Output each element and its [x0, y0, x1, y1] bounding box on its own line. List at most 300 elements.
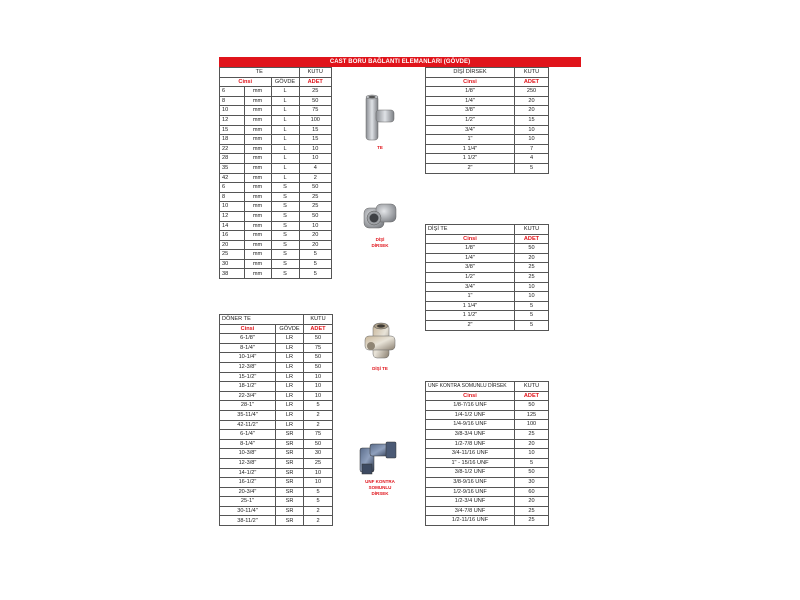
table-row	[220, 87, 332, 97]
te-col-adet: ADET	[299, 77, 332, 87]
table-cell: S	[271, 250, 299, 260]
table-cell: 42-11/2"	[220, 420, 276, 430]
table-cell: mm	[244, 202, 271, 212]
table-cell: 2"	[426, 320, 515, 330]
table-row	[220, 231, 332, 241]
table-cell: 16-1/2"	[220, 478, 276, 488]
table-cell: 10	[515, 292, 549, 302]
table-cell: L	[271, 144, 299, 154]
table-cell: 8-1/4"	[220, 343, 276, 353]
table-cell: 5	[515, 458, 549, 468]
table-cell: 28	[220, 154, 245, 164]
table-cell: S	[271, 240, 299, 250]
table-row	[220, 135, 332, 145]
table-cell: 50	[299, 96, 332, 106]
table-cell: S	[271, 192, 299, 202]
table-row	[220, 458, 333, 468]
table-cell: 25	[515, 272, 549, 282]
table-cell: 25-1"	[220, 497, 276, 507]
disi-te-col-adet: ADET	[515, 234, 549, 244]
table-row	[426, 125, 549, 135]
table-row	[426, 282, 549, 292]
table-cell: 75	[304, 343, 333, 353]
table-cell: S	[271, 183, 299, 193]
table-cell: 15-1/2"	[220, 372, 276, 382]
table-row	[426, 163, 549, 173]
table-row	[426, 516, 549, 526]
table-cell: 25	[299, 202, 332, 212]
table-cell: 10	[304, 391, 333, 401]
table-cell: 5	[515, 301, 549, 311]
unf-caption-2: SOMUNLU	[368, 485, 392, 490]
table-row	[220, 497, 333, 507]
table-cell: 1/2-9/16 UNF	[426, 487, 515, 497]
table-cell: 10	[515, 282, 549, 292]
table-cell: 10	[299, 154, 332, 164]
disi-dirsek-caption-2: DİRSEK	[371, 243, 389, 248]
table-cell: 100	[515, 420, 549, 430]
table-row	[220, 125, 332, 135]
doner-te-col-cinsi: Cinsi	[220, 324, 276, 334]
table-row	[426, 429, 549, 439]
table-cell: 50	[304, 353, 333, 363]
table-cell: 16	[220, 231, 245, 241]
table-cell: L	[271, 163, 299, 173]
table-cell: 20	[515, 106, 549, 116]
table-row	[426, 468, 549, 478]
table-row	[220, 506, 333, 516]
table-cell: S	[271, 269, 299, 279]
table-row	[220, 192, 332, 202]
table-cell: 3/4-7/8 UNF	[426, 506, 515, 516]
unf-col-adet: ADET	[515, 391, 549, 401]
table-cell: 1/2-7/8 UNF	[426, 439, 515, 449]
disi-dirsek-caption-1: DİŞİ	[375, 237, 385, 242]
table-cell: 75	[304, 430, 333, 440]
table-cell: 1/2-3/4 UNF	[426, 497, 515, 507]
female-tee-icon	[363, 320, 399, 362]
table-cell: 20	[515, 96, 549, 106]
table-cell: L	[271, 154, 299, 164]
table-cell: 2	[304, 516, 333, 526]
table-cell: 12	[220, 115, 245, 125]
table-row	[426, 135, 549, 145]
table-cell: 25	[299, 192, 332, 202]
table-cell: mm	[244, 211, 271, 221]
table-cell: 1 1/2"	[426, 154, 515, 164]
table-cell: 2"	[426, 163, 515, 173]
table-cell: L	[271, 87, 299, 97]
table-cell: mm	[244, 125, 271, 135]
disi-te-kutu: KUTU	[515, 225, 549, 235]
table-cell: L	[271, 115, 299, 125]
table-cell: mm	[244, 96, 271, 106]
table-cell: 4	[515, 154, 549, 164]
table-row	[426, 449, 549, 459]
table-cell: 5	[299, 269, 332, 279]
table-cell: LR	[276, 372, 304, 382]
table-cell: LR	[276, 353, 304, 363]
table-cell: 14	[220, 221, 245, 231]
table-cell: mm	[244, 259, 271, 269]
table-cell: SR	[276, 497, 304, 507]
table-cell: 1/8"	[426, 244, 515, 254]
table-cell: 50	[299, 211, 332, 221]
table-cell: LR	[276, 343, 304, 353]
table-cell: 10	[515, 135, 549, 145]
table-cell: 15	[299, 135, 332, 145]
table-cell: mm	[244, 240, 271, 250]
table-cell: 50	[304, 334, 333, 344]
table-row	[426, 506, 549, 516]
table-row	[220, 410, 333, 420]
table-cell: mm	[244, 221, 271, 231]
table-cell: 25	[299, 87, 332, 97]
table-cell: L	[271, 173, 299, 183]
table-row	[426, 420, 549, 430]
table-row	[426, 301, 549, 311]
table-cell: 1/4-1/2 UNF	[426, 410, 515, 420]
table-cell: 5	[515, 163, 549, 173]
table-cell: 50	[299, 183, 332, 193]
table-row	[220, 96, 332, 106]
table-row	[220, 420, 333, 430]
table-row	[220, 259, 332, 269]
disi-te-caption: DİŞİ TE	[372, 366, 388, 371]
table-cell: S	[271, 211, 299, 221]
doner-te-title: DÖNER TE	[220, 315, 304, 325]
table-cell: 22	[220, 144, 245, 154]
unf-caption-3: DİRSEK	[371, 491, 389, 496]
unf-title: UNF KONTRA SOMUNLU DİRSEK	[426, 382, 515, 392]
table-row	[220, 211, 332, 221]
table-row	[220, 334, 333, 344]
table-cell: mm	[244, 183, 271, 193]
te-table-kutu: KUTU	[299, 68, 332, 78]
table-cell: mm	[244, 231, 271, 241]
table-cell: 5	[515, 311, 549, 321]
table-cell: 3/4-11/16 UNF	[426, 449, 515, 459]
table-cell: 75	[299, 106, 332, 116]
table-cell: 15	[299, 125, 332, 135]
table-cell: 1/4"	[426, 253, 515, 263]
unf-caption-1: UNF KONTRA	[365, 479, 395, 484]
table-row	[220, 391, 333, 401]
table-cell: 15	[220, 125, 245, 135]
table-cell: 1 1/4"	[426, 301, 515, 311]
table-cell: 6-1/4"	[220, 430, 276, 440]
table-row	[426, 253, 549, 263]
unf-elbow-icon	[356, 438, 400, 478]
table-row	[220, 468, 333, 478]
table-cell: SR	[276, 439, 304, 449]
disi-te-col-cinsi: Cinsi	[426, 234, 515, 244]
table-cell: 1/2"	[426, 272, 515, 282]
table-cell: SR	[276, 487, 304, 497]
table-cell: 25	[515, 516, 549, 526]
table-row	[220, 163, 332, 173]
table-cell: 20	[515, 497, 549, 507]
table-row	[220, 343, 333, 353]
table-cell: 1"	[426, 292, 515, 302]
table-cell: 22-3/4"	[220, 391, 276, 401]
table-cell: SR	[276, 516, 304, 526]
table-row	[220, 183, 332, 193]
table-cell: mm	[244, 173, 271, 183]
te-col-cinsi: Cinsi	[220, 77, 272, 87]
table-row	[426, 401, 549, 411]
table-cell: 50	[515, 401, 549, 411]
table-row	[426, 477, 549, 487]
table-cell: 5	[304, 497, 333, 507]
table-row	[220, 372, 333, 382]
table-cell: 3/8"	[426, 263, 515, 273]
table-row	[426, 311, 549, 321]
table-cell: SR	[276, 468, 304, 478]
table-cell: 5	[299, 250, 332, 260]
te-caption: TE	[377, 145, 383, 150]
table-cell: 1 1/2"	[426, 311, 515, 321]
te-col-govde: GÖVDE	[271, 77, 299, 87]
table-cell: S	[271, 202, 299, 212]
table-cell: 4	[299, 163, 332, 173]
table-cell: 10	[515, 449, 549, 459]
doner-te-col-govde: GÖVDE	[276, 324, 304, 334]
table-cell: L	[271, 125, 299, 135]
table-cell: 6-1/8"	[220, 334, 276, 344]
table-cell: 20-3/4"	[220, 487, 276, 497]
table-cell: 42	[220, 173, 245, 183]
table-cell: mm	[244, 144, 271, 154]
table-cell: SR	[276, 449, 304, 459]
table-cell: 1/4-9/16 UNF	[426, 420, 515, 430]
table-cell: 3/8-1/2 UNF	[426, 468, 515, 478]
table-row	[220, 401, 333, 411]
table-cell: mm	[244, 135, 271, 145]
table-cell: mm	[244, 192, 271, 202]
table-cell: 20	[299, 231, 332, 241]
table-cell: 3/8"	[426, 106, 515, 116]
table-cell: 30-11/4"	[220, 506, 276, 516]
table-row	[220, 430, 333, 440]
table-cell: 3/8-3/4 UNF	[426, 429, 515, 439]
table-cell: mm	[244, 154, 271, 164]
table-cell: 6	[220, 87, 245, 97]
table-cell: 18-1/2"	[220, 382, 276, 392]
table-cell: 1/8-7/16 UNF	[426, 401, 515, 411]
doner-te-col-adet: ADET	[304, 324, 333, 334]
table-cell: 12	[220, 211, 245, 221]
table-cell: 15	[515, 115, 549, 125]
table-cell: 20	[515, 253, 549, 263]
table-cell: mm	[244, 115, 271, 125]
table-row	[426, 244, 549, 254]
table-row	[220, 106, 332, 116]
table-cell: 14-1/2"	[220, 468, 276, 478]
table-cell: 10	[299, 221, 332, 231]
table-cell: 38-11/2"	[220, 516, 276, 526]
disi-dirsek-col-adet: ADET	[515, 77, 549, 87]
table-cell: 3/4"	[426, 282, 515, 292]
table-cell: 10	[220, 202, 245, 212]
doner-te-kutu: KUTU	[304, 315, 333, 325]
table-row	[426, 320, 549, 330]
table-row	[220, 202, 332, 212]
table-row	[220, 250, 332, 260]
table-row	[220, 353, 333, 363]
table-cell: 25	[304, 458, 333, 468]
table-cell: 125	[515, 410, 549, 420]
table-cell: 10	[304, 372, 333, 382]
table-cell: 5	[515, 320, 549, 330]
table-cell: 5	[304, 487, 333, 497]
table-row	[220, 478, 333, 488]
table-cell: 50	[304, 439, 333, 449]
table-cell: 1"	[426, 135, 515, 145]
table-row	[426, 410, 549, 420]
table-cell: LR	[276, 420, 304, 430]
table-cell: 1 1/4"	[426, 144, 515, 154]
table-cell: 30	[515, 477, 549, 487]
table-cell: 2	[304, 410, 333, 420]
table-cell: 1" - 15/16 UNF	[426, 458, 515, 468]
catalog-banner: CAST BORU BAĞLANTI ELEMANLARI (GÖVDE)	[219, 57, 581, 67]
table-cell: 6	[220, 183, 245, 193]
disi-dirsek-title: DİŞİ DİRSEK	[426, 68, 515, 78]
table-row	[426, 272, 549, 282]
table-cell: 1/4"	[426, 96, 515, 106]
table-row	[426, 96, 549, 106]
table-cell: mm	[244, 163, 271, 173]
doner-te-table	[219, 314, 333, 526]
table-row	[426, 439, 549, 449]
table-row	[426, 154, 549, 164]
table-cell: 1/8"	[426, 87, 515, 97]
table-cell: 10	[304, 468, 333, 478]
table-cell: 50	[515, 468, 549, 478]
table-cell: S	[271, 231, 299, 241]
table-cell: 10-1/4"	[220, 353, 276, 363]
table-cell: 25	[515, 429, 549, 439]
table-cell: 10	[515, 125, 549, 135]
unf-kontra-table	[425, 381, 549, 526]
disi-te-title: DİŞİ TE	[426, 225, 515, 235]
table-row	[220, 144, 332, 154]
table-row	[426, 487, 549, 497]
table-cell: 250	[515, 87, 549, 97]
unf-kutu: KUTU	[515, 382, 549, 392]
table-cell: 30	[220, 259, 245, 269]
table-cell: L	[271, 96, 299, 106]
table-cell: 50	[515, 244, 549, 254]
elbow-fitting-icon	[360, 200, 400, 234]
table-row	[220, 382, 333, 392]
table-cell: mm	[244, 269, 271, 279]
table-cell: LR	[276, 391, 304, 401]
table-cell: 25	[515, 263, 549, 273]
table-row	[220, 269, 332, 279]
table-cell: 25	[515, 506, 549, 516]
table-cell: LR	[276, 334, 304, 344]
table-row	[220, 221, 332, 231]
table-cell: L	[271, 106, 299, 116]
table-row	[220, 115, 332, 125]
table-row	[220, 487, 333, 497]
table-cell: 3/4"	[426, 125, 515, 135]
table-row	[426, 458, 549, 468]
te-fitting-icon	[360, 94, 398, 144]
table-row	[220, 362, 333, 372]
table-row	[426, 263, 549, 273]
table-cell: 20	[220, 240, 245, 250]
table-cell: mm	[244, 250, 271, 260]
table-cell: 2	[304, 420, 333, 430]
disi-dirsek-table	[425, 67, 549, 174]
table-cell: 12-3/8"	[220, 362, 276, 372]
table-row	[220, 173, 332, 183]
table-cell: 20	[299, 240, 332, 250]
table-cell: 12-3/8"	[220, 458, 276, 468]
table-cell: LR	[276, 410, 304, 420]
unf-col-cinsi: Cinsi	[426, 391, 515, 401]
table-row	[426, 106, 549, 116]
table-cell: 10	[304, 478, 333, 488]
table-row	[220, 439, 333, 449]
table-row	[426, 144, 549, 154]
table-cell: SR	[276, 506, 304, 516]
table-cell: 20	[515, 439, 549, 449]
disi-dirsek-col-cinsi: Cinsi	[426, 77, 515, 87]
table-row	[220, 449, 333, 459]
table-cell: 1/2"	[426, 115, 515, 125]
table-cell: LR	[276, 382, 304, 392]
table-cell: SR	[276, 478, 304, 488]
disi-dirsek-kutu: KUTU	[515, 68, 549, 78]
table-row	[426, 497, 549, 507]
table-cell: 28-1"	[220, 401, 276, 411]
table-cell: 2	[299, 173, 332, 183]
table-cell: 1/2-11/16 UNF	[426, 516, 515, 526]
table-cell: 35	[220, 163, 245, 173]
table-cell: L	[271, 135, 299, 145]
te-table	[219, 67, 332, 279]
table-cell: 8-1/4"	[220, 439, 276, 449]
table-row	[426, 115, 549, 125]
table-cell: SR	[276, 458, 304, 468]
te-table-title: TE	[220, 68, 300, 78]
table-cell: 35-11/4"	[220, 410, 276, 420]
table-cell: SR	[276, 430, 304, 440]
table-cell: LR	[276, 362, 304, 372]
table-cell: 5	[304, 401, 333, 411]
table-cell: 18	[220, 135, 245, 145]
table-row	[426, 87, 549, 97]
table-cell: 60	[515, 487, 549, 497]
table-row	[426, 292, 549, 302]
table-cell: 10	[220, 106, 245, 116]
table-cell: mm	[244, 87, 271, 97]
table-cell: 5	[299, 259, 332, 269]
table-row	[220, 154, 332, 164]
table-cell: 30	[304, 449, 333, 459]
table-cell: 8	[220, 96, 245, 106]
table-cell: 8	[220, 192, 245, 202]
table-cell: 10-3/8"	[220, 449, 276, 459]
table-cell: 7	[515, 144, 549, 154]
disi-te-table	[425, 224, 549, 331]
table-cell: S	[271, 221, 299, 231]
table-cell: 25	[220, 250, 245, 260]
